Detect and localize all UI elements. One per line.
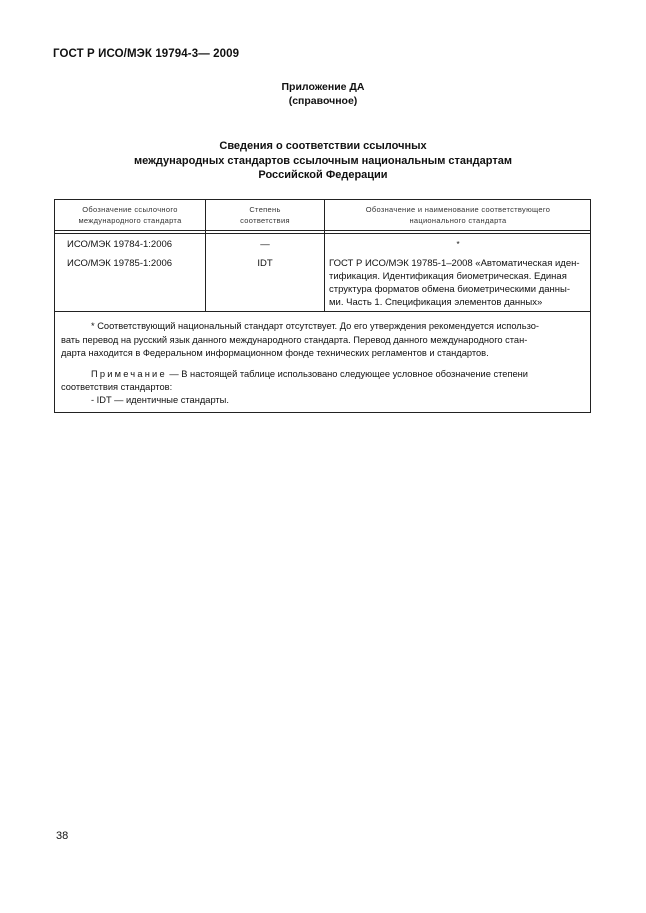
table-cell-national bbox=[329, 257, 589, 309]
table-cell-degree: — bbox=[260, 239, 270, 250]
national-text-line: ми. Часть 1. Спецификация элементов данных» bbox=[329, 297, 543, 308]
note-line: - IDT — идентичные стандарты. bbox=[91, 395, 229, 405]
header-reference-standard bbox=[55, 204, 205, 226]
header-degree bbox=[206, 204, 324, 226]
table-footnote bbox=[61, 320, 586, 361]
table-cell-degree: IDT bbox=[257, 258, 273, 269]
standard-code-header: ГОСТ Р ИСО/МЭК 19794-3— 2009 bbox=[53, 48, 240, 60]
table-header-double-line bbox=[55, 233, 590, 234]
document-title-line2: международных стандартов ссылочным национальным стандартам bbox=[134, 154, 512, 167]
table-cell-reference: ИСО/МЭК 19784-1:2006 bbox=[67, 239, 173, 250]
national-text-line: ГОСТ Р ИСО/МЭК 19785-1–2008 «Автоматическая иден- bbox=[329, 258, 580, 269]
header-national-standard bbox=[325, 204, 591, 226]
header-text: Степень bbox=[249, 205, 281, 214]
document-title bbox=[0, 139, 646, 183]
header-text: Обозначение и наименование соответствующего bbox=[365, 205, 551, 214]
document-title-line3: Российской Федерации bbox=[258, 169, 388, 181]
document-title-line1: Сведения о соответствии ссылочных bbox=[219, 140, 427, 152]
table-cell-national: * bbox=[456, 240, 460, 249]
note-label: Примечание bbox=[91, 369, 167, 379]
note-text: — В настоящей таблице использовано следующее условное обозначение степени bbox=[166, 369, 528, 379]
appendix-title: Приложение ДА bbox=[281, 81, 365, 93]
header-text: национального стандарта bbox=[409, 216, 507, 225]
page-number: 38 bbox=[56, 830, 69, 842]
footnote-line: вать перевод на русский язык данного международного стандарта. Перевод данного международного стан- bbox=[61, 334, 528, 345]
header-text: Обозначение ссылочного bbox=[82, 205, 178, 214]
footnote-line: * Соответствующий национальный стандарт отсутствует. До его утверждения рекомендуется использо- bbox=[91, 321, 539, 331]
table-footnote-separator bbox=[55, 311, 590, 312]
correspondence-table bbox=[54, 199, 591, 413]
table-cell-reference: ИСО/МЭК 19785-1:2006 bbox=[67, 258, 173, 269]
header-text: международного стандарта bbox=[78, 216, 182, 225]
header-text: соответствия bbox=[240, 216, 290, 225]
note-line: соответствия стандартов: bbox=[61, 382, 173, 392]
national-text-line: структура форматов обмена биометрическими данны- bbox=[329, 284, 571, 295]
footnote-line: дарта находится в Федеральном информационном фонде технических регламентов и стандартов. bbox=[61, 348, 489, 358]
appendix-subtitle: (справочное) bbox=[288, 95, 358, 107]
appendix-heading bbox=[0, 80, 646, 108]
national-text-line: тификация. Идентификация биометрическая. Единая bbox=[329, 271, 567, 282]
table-note bbox=[61, 368, 586, 407]
note-line bbox=[61, 368, 586, 381]
